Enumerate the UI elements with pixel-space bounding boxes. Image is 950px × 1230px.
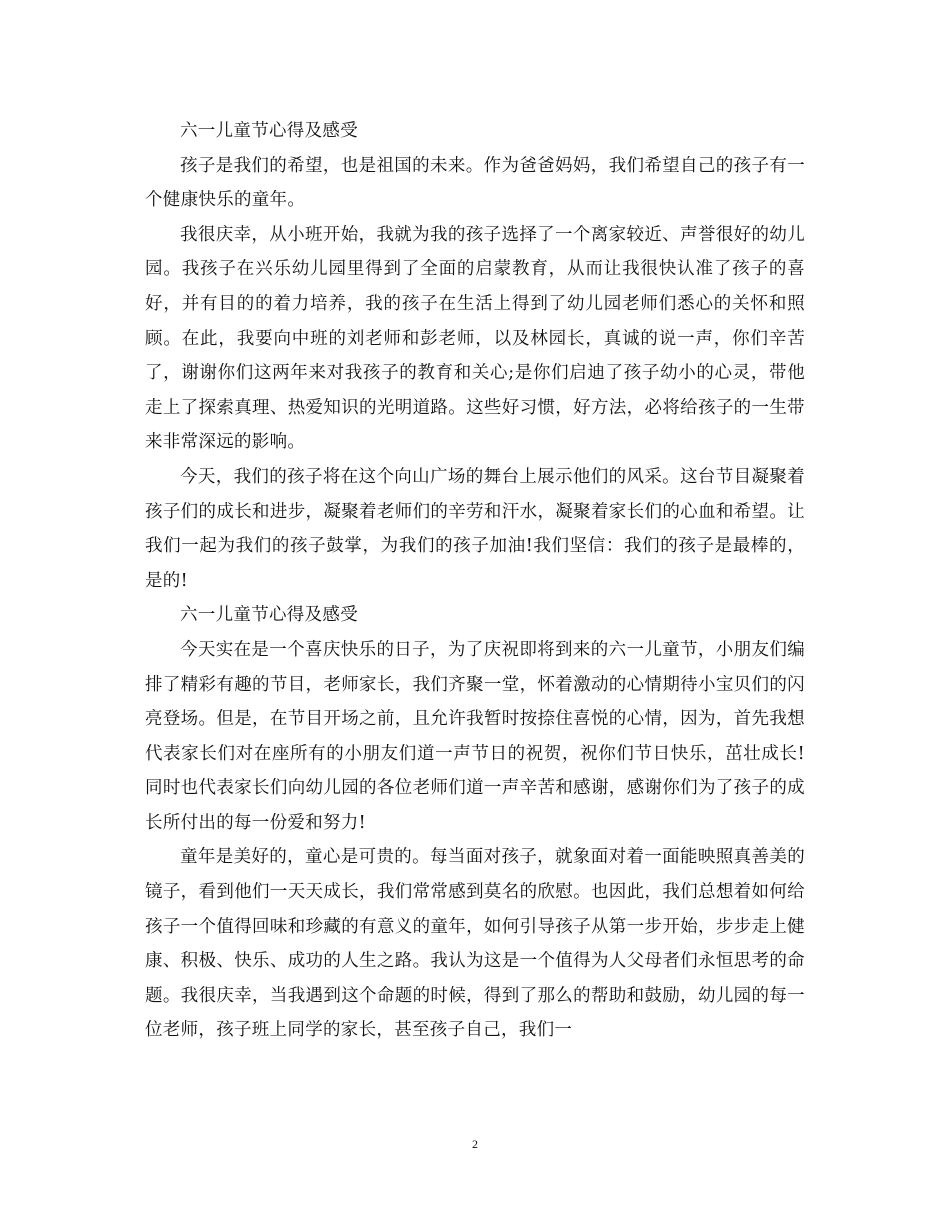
document-body	[145, 114, 805, 1048]
section-1-title: 六一儿童节心得及感受	[180, 121, 358, 141]
section-2-paragraph-1: 今天实在是一个喜庆快乐的日子，为了庆祝即将到来的六一儿童节，小朋友们编排了精彩有趣的节目，老师家长，我们齐聚一堂，怀着激动的心情期待小宝贝们的闪亮登场。但是，在节目开场之前，且允许我暂时按捺住喜悦的心情，因为，首先我想代表家长们对在座所有的小朋友们道一声节日的祝贺，祝你们节日快乐，茁壮成长!同时也代表家长们向幼儿园的各位老师们道一声辛苦和感谢，感谢你们为了孩子的成长所付出的每一份爱和努力!	[145, 639, 805, 833]
section-1-paragraph-2: 我很庆幸，从小班开始，我就为我的孩子选择了一个离家较近、声誉很好的幼儿园。我孩子在兴乐幼儿园里得到了全面的启蒙教育，从而让我很快认准了孩子的喜好，并有目的的着力培养，我的孩子在生活上得到了幼儿园老师们悉心的关怀和照顾。在此，我要向中班的刘老师和彭老师，以及林园长，真诚的说一声，你们辛苦了，谢谢你们这两年来对我孩子的教育和关心;是你们启迪了孩子幼小的心灵，带他走上了探索真理、热爱知识的光明道路。这些好习惯，好方法，必将给孩子的一生带来非常深远的影响。	[145, 224, 805, 453]
page-number: 2	[472, 1137, 478, 1151]
section-1-paragraph-3: 今天，我们的孩子将在这个向山广场的舞台上展示他们的风采。这台节目凝聚着孩子们的成长和进步，凝聚着老师们的辛劳和汗水，凝聚着家长们的心血和希望。让我们一起为我们的孩子鼓掌，为我们的孩子加油!我们坚信：我们的孩子是最棒的，是的!	[145, 466, 805, 591]
section-1-paragraph-1: 孩子是我们的希望，也是祖国的未来。作为爸爸妈妈，我们希望自己的孩子有一个健康快乐的童年。	[145, 155, 805, 211]
section-2-title: 六一儿童节心得及感受	[180, 605, 358, 626]
section-2-paragraph-2: 童年是美好的，童心是可贵的。每当面对孩子，就象面对着一面能映照真善美的镜子，看到他们一天天成长，我们常常感到莫名的欣慰。也因此，我们总想着如何给孩子一个值得回味和珍藏的有意义的童年，如何引导孩子从第一步开始，步步走上健康、积极、快乐、成功的人生之路。我认为这是一个值得为人父母者们永恒思考的命题。我很庆幸，当我遇到这个命题的时候，得到了那么的帮助和鼓励，幼儿园的每一位老师，孩子班上同学的家长，甚至孩子自己，我们一	[145, 847, 805, 1041]
